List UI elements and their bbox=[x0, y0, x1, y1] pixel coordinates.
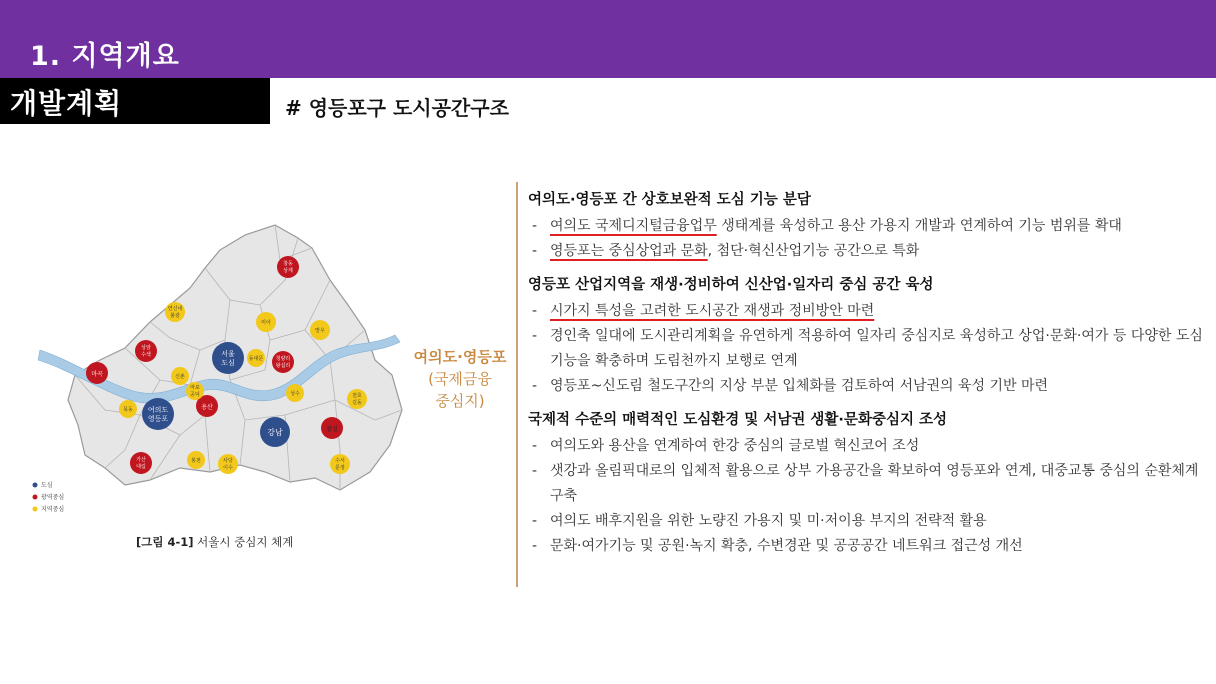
svg-text:가산: 가산 bbox=[136, 457, 146, 463]
node-jamsil bbox=[321, 417, 343, 439]
svg-text:강남: 강남 bbox=[267, 428, 283, 437]
svg-text:불광: 불광 bbox=[170, 313, 180, 319]
svg-text:망우: 망우 bbox=[315, 328, 325, 334]
svg-text:대림: 대림 bbox=[136, 464, 146, 470]
node-mia bbox=[256, 312, 276, 332]
node-dongdaemun bbox=[247, 349, 265, 367]
subheading: # 영등포구 도시공간구조 bbox=[285, 96, 509, 120]
node-seongsu bbox=[286, 384, 304, 402]
bullet-3-2: - 샛강과 올림픽대로의 입체적 활용으로 상부 가용공간을 확보하여 영등포와 연계, 대중교통 중심의 순환체계 구축 bbox=[532, 463, 1199, 504]
bullet-2-1: - 시가지 특성을 고려한 도시공간 재생과 정비방안 마련 bbox=[532, 303, 875, 319]
bullet-3-3: - 여의도 배후지원을 위한 노량진 가용지 및 미·저이용 부지의 전략적 활용 bbox=[532, 513, 987, 529]
seoul-centers-map bbox=[30, 210, 420, 520]
node-seoul-center bbox=[212, 342, 244, 374]
figure-caption bbox=[136, 534, 293, 550]
svg-text:신촌: 신촌 bbox=[175, 374, 185, 380]
plan-content bbox=[528, 183, 1208, 559]
callout-line-1: 여의도·영등포 bbox=[413, 348, 507, 366]
section-title: 1. 지역개요 bbox=[30, 41, 180, 72]
node-sangam bbox=[135, 340, 157, 362]
svg-text:상암: 상암 bbox=[141, 345, 151, 351]
svg-text:길동: 길동 bbox=[352, 400, 362, 406]
label-box bbox=[0, 78, 270, 124]
svg-text:마포: 마포 bbox=[190, 385, 200, 391]
svg-text:서울: 서울 bbox=[221, 350, 235, 358]
svg-text:미아: 미아 bbox=[261, 320, 271, 326]
section-heading-3: 국제적 수준의 매력적인 도심환경 및 서남권 생활·문화중심지 조성 bbox=[528, 412, 948, 428]
bullet-2-2: - 경인축 일대에 도시관리계획을 유연하게 적용하여 일자리 중심지로 육성하고 상업·문화·여가 등 다양한 도심기능을 확충하며 도림천까지 보행로 연계 bbox=[532, 328, 1203, 369]
svg-text:공덕: 공덕 bbox=[190, 392, 200, 398]
svg-text:천호: 천호 bbox=[352, 393, 362, 399]
node-mokdong bbox=[119, 400, 137, 418]
svg-text:수색: 수색 bbox=[141, 352, 151, 358]
node-yeouido-yeongdeungpo bbox=[142, 398, 174, 430]
map-callout bbox=[410, 346, 510, 412]
svg-text:동대문: 동대문 bbox=[248, 356, 264, 362]
callout-line-2: (국제금융 bbox=[428, 370, 492, 388]
svg-text:여의도: 여의도 bbox=[147, 406, 169, 414]
bullet-1-2: - 영등포는 중심상업과 문화, 첨단·혁신산업기능 공간으로 특화 bbox=[532, 243, 920, 259]
map-svg bbox=[30, 210, 420, 520]
node-gangnam bbox=[260, 417, 290, 447]
svg-text:도심: 도심 bbox=[41, 482, 53, 489]
node-changdong bbox=[277, 256, 299, 278]
figure-caption-text: 서울시 중심지 체계 bbox=[193, 535, 294, 549]
map-legend bbox=[33, 481, 65, 513]
svg-text:문정: 문정 bbox=[335, 465, 345, 471]
callout-line-3: 중심지) bbox=[435, 392, 485, 410]
svg-text:봉천: 봉천 bbox=[191, 458, 201, 464]
node-eunpyeong bbox=[165, 302, 185, 322]
svg-text:청량리: 청량리 bbox=[275, 356, 291, 362]
svg-text:지역중심: 지역중심 bbox=[41, 506, 65, 513]
svg-text:창동: 창동 bbox=[283, 261, 293, 267]
bullet-2-3: - 영등포~신도림 철도구간의 지상 부분 입체화를 검토하여 서남권의 육성 기반 마련 bbox=[532, 378, 1049, 394]
figure-caption-number: [그림 4-1] bbox=[136, 535, 194, 549]
svg-text:도심: 도심 bbox=[221, 359, 235, 367]
svg-text:마곡: 마곡 bbox=[91, 371, 103, 378]
vertical-divider bbox=[516, 182, 518, 587]
bullet-1-1: - 여의도 국제디지털금융업무 생태계를 육성하고 용산 가용지 개발과 연계하여 기능 범위를 확대 bbox=[532, 218, 1122, 234]
node-magok bbox=[86, 362, 108, 384]
node-cheonho bbox=[347, 389, 367, 409]
section-heading-1: 여의도·영등포 간 상호보완적 도심 기능 분담 bbox=[528, 192, 811, 208]
node-mangu bbox=[310, 320, 330, 340]
node-mapo bbox=[186, 382, 204, 400]
node-sadang bbox=[218, 454, 238, 474]
node-bongcheon bbox=[187, 451, 205, 469]
section-heading-2: 영등포 산업지역을 재생·정비하여 신산업·일자리 중심 공간 육성 bbox=[528, 277, 934, 293]
node-suseo bbox=[330, 454, 350, 474]
svg-text:잠실: 잠실 bbox=[326, 426, 338, 433]
svg-text:용산: 용산 bbox=[201, 404, 213, 411]
label-box-text: 개발계획 bbox=[10, 87, 123, 120]
svg-text:수서: 수서 bbox=[335, 458, 345, 464]
svg-text:연신내: 연신내 bbox=[167, 306, 183, 312]
svg-text:영등포: 영등포 bbox=[147, 415, 169, 423]
svg-text:광역중심: 광역중심 bbox=[41, 494, 65, 501]
node-sinchon bbox=[171, 367, 189, 385]
bullet-3-1: - 여의도와 용산을 연계하여 한강 중심의 글로벌 혁신코어 조성 bbox=[532, 438, 920, 454]
svg-text:왕십리: 왕십리 bbox=[275, 363, 291, 369]
svg-text:이수: 이수 bbox=[223, 465, 233, 471]
node-gasan bbox=[130, 452, 152, 474]
svg-text:목동: 목동 bbox=[123, 407, 133, 413]
svg-text:상계: 상계 bbox=[283, 268, 293, 274]
svg-text:성수: 성수 bbox=[290, 391, 300, 397]
header-bar bbox=[0, 0, 1216, 78]
svg-text:사당: 사당 bbox=[223, 458, 233, 464]
bullet-3-4: - 문화·여가기능 및 공원·녹지 확충, 수변경관 및 공공공간 네트워크 접근성 개선 bbox=[532, 538, 1023, 554]
node-cheongnyang bbox=[272, 351, 294, 373]
